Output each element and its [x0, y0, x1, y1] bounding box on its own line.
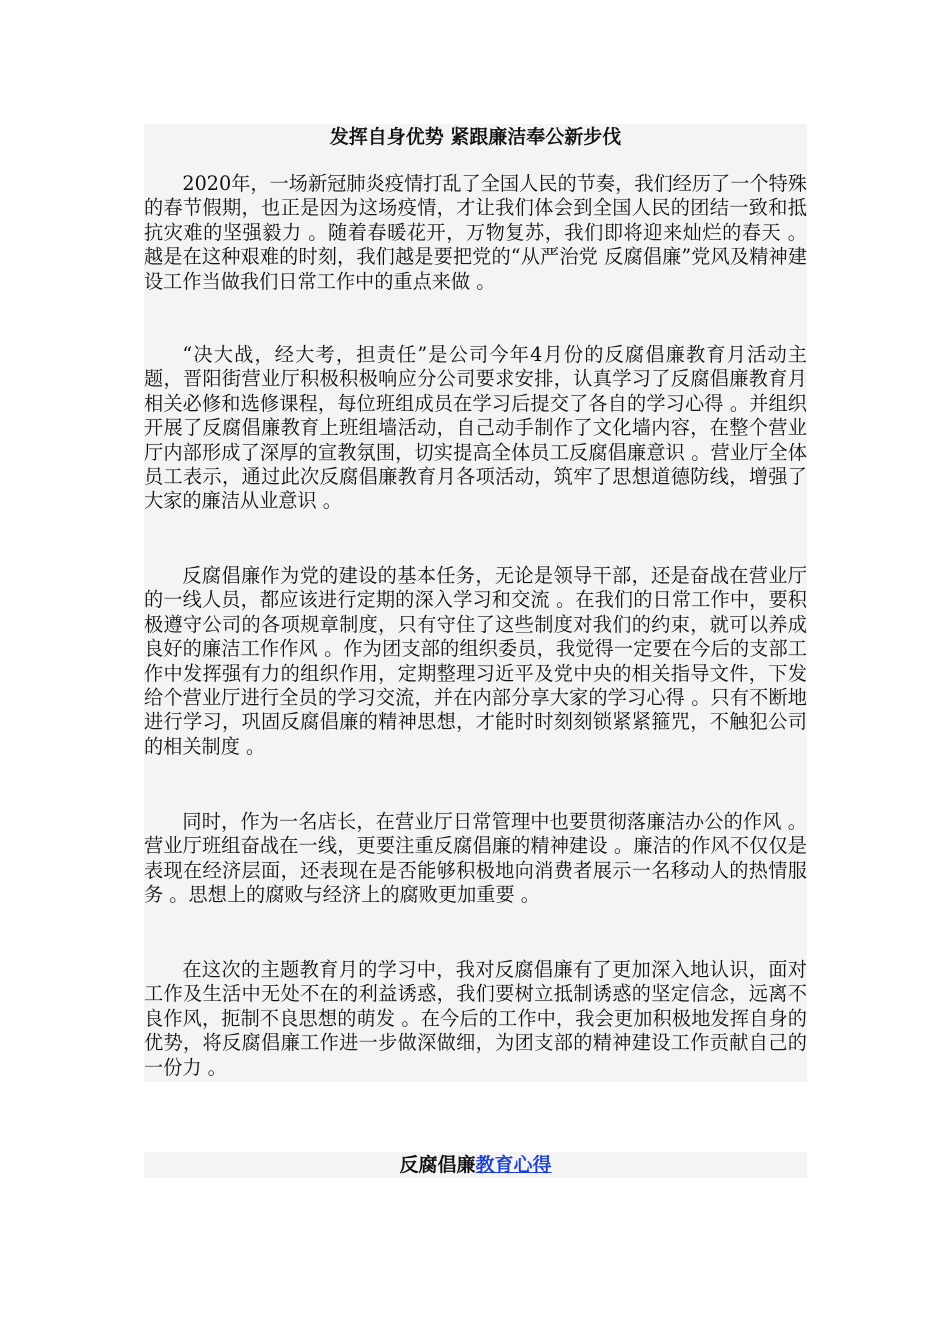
- document-title: 发挥自身优势 紧跟廉洁奉公新步伐: [329, 126, 622, 148]
- paragraph-1: 2020年，一场新冠肺炎疫情打乱了全国人民的节奏，我们经历了一个特殊的春节假期，也正是因为这场疫情，才让我们体会到全国人民的团结一致和抵抗灾难的坚强毅力 。随着春暖花开，万物复苏，我们即将迎来灿烂的春天 。越是在这种艰难的时刻，我们越是要把党的“从严治党 反腐倡廉”党风及精神建设工作当做我们日常工作中的重点来做 。: [144, 172, 807, 293]
- footer-heading: [144, 1152, 807, 1178]
- footer-heading-prefix: 反腐倡廉: [399, 1154, 476, 1176]
- footer-heading-link[interactable]: 教育心得: [475, 1154, 552, 1176]
- paragraph-3: 反腐倡廉作为党的建设的基本任务，无论是领导干部，还是奋战在营业厅的一线人员，都应该进行定期的深入学习和交流 。在我们的日常工作中，要积极遵守公司的各项规章制度，只有守住了这些制度对我们的约束，就可以养成良好的廉洁工作作风 。作为团支部的组织委员，我觉得一定要在今后的支部工作中发挥强有力的组织作用，定期整理习近平及党中央的相关指导文件，下发给个营业厅进行全员的学习交流，并在内部分享大家的学习心得 。只有不断地进行学习，巩固反腐倡廉的精神思想，才能时时刻刻锁紧紧箍咒，不触犯公司的相关制度 。: [144, 564, 807, 758]
- paragraph-4: 同时，作为一名店长，在营业厅日常管理中也要贯彻落廉洁办公的作风 。营业厅班组奋战在一线，更要注重反腐倡廉的精神建设 。廉洁的作风不仅仅是表现在经济层面，还表现在是否能够积极地向消费者展示一名移动人的热情服务 。思想上的腐败与经济上的腐败更加重要 。: [144, 810, 807, 907]
- paragraph-2: “决大战，经大考，担责任”是公司今年4月份的反腐倡廉教育月活动主题，晋阳街营业厅积极积极响应分公司要求安排，认真学习了反腐倡廉教育月相关必修和选修课程，每位班组成员在学习后提交了各自的学习心得 。并组织开展了反腐倡廉教育上班组墙活动，自己动手制作了文化墙内容，在整个营业厅内部形成了深厚的宣教氛围，切实提高全体员工反腐倡廉意识 。营业厅全体员工表示，通过此次反腐倡廉教育月各项活动，筑牢了思想道德防线，增强了大家的廉洁从业意识 。: [144, 343, 807, 513]
- paragraph-5: 在这次的主题教育月的学习中，我对反腐倡廉有了更加深入地认识，面对工作及生活中无处不在的利益诱惑，我们要树立抵制诱惑的坚定信念，远离不良作风，扼制不良思想的萌发 。在今后的工作中，我会更加积极地发挥自身的优势，将反腐倡廉工作进一步做深做细，为团支部的精神建设工作贡献自己的一份力 。: [144, 958, 807, 1079]
